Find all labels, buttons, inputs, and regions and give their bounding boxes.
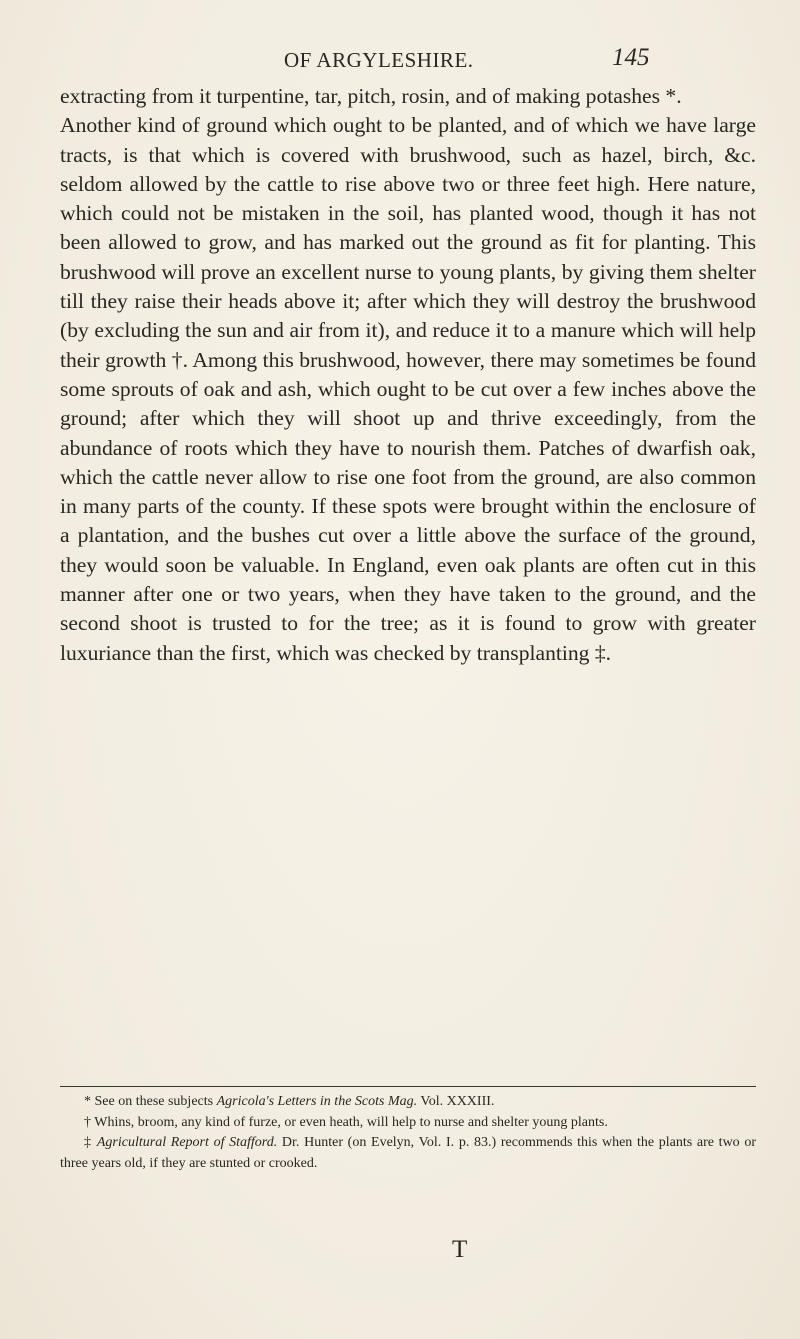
body-text xyxy=(60,82,756,668)
footnote-3-mark: ‡ xyxy=(84,1135,97,1150)
footnote-3-source: Agricultural Report of Stafford. xyxy=(96,1135,278,1150)
footnotes xyxy=(60,1092,756,1174)
paragraph-continuation: extracting from it turpentine, tar, pitch, rosin, and of making potashes *. xyxy=(60,84,682,108)
footnote-2: † Whins, broom, any kind of furze, or even heath, will help to nurse and shelter young plants. xyxy=(84,1114,608,1130)
footnote-1-text: * See on these subjects xyxy=(84,1094,217,1109)
footnote-1-volume: Vol. XXXIII. xyxy=(417,1094,495,1109)
footnote-rule xyxy=(60,1086,756,1087)
footnote-3 xyxy=(60,1133,756,1174)
footnote-1-source: Agricola's Letters in the Scots Mag. xyxy=(216,1094,418,1109)
footnote-3-text: Dr. Hunter (on Evelyn, Vol. I. p. 83.) recommends this when the plants are two or three years old, if they are stunted or crooked. xyxy=(60,1135,757,1171)
footnote-1 xyxy=(60,1092,756,1113)
paragraph-brushwood: Another kind of ground which ought to be planted, and of which we have large tracts, is that which is covered with brushwood, such as hazel, birch, &c. seldom allowed by the cattle to rise above two or three feet high. Here nature, which could not be mistaken in the soil, has planted wood, though it has not been allowed to grow, and has marked out the ground as fit for planting. This brushwood will prove an excellent nurse to young plants, by giving them shelter till they raise their heads above it; after which they will destroy the brushwood (by excluding the sun and air from it), and reduce it to a manure which will help their growth †. Among this brushwood, however, there may sometimes be found some sprouts of oak and ash, which ought to be cut over a few inches above the ground; after which they will shoot up and thrive exceedingly, from the abundance of roots which they have to nourish them. Patches of dwarfish oak, which the cattle never allow to rise one foot from the ground, are also common in many parts of the county. If these spots were brought within the enclosure of a plantation, and the bushes cut over a little above the surface of the ground, they would soon be valuable. In England, even oak plants are often cut in this manner after one or two years, when they have taken to the ground, and the second shoot is trusted to for the tree; as it is found to grow with greater luxuriance than the first, which was checked by transplanting ‡. xyxy=(60,113,756,665)
signature-mark: T xyxy=(452,1236,468,1263)
page-number: 145 xyxy=(612,44,650,71)
running-head: OF ARGYLESHIRE. xyxy=(284,48,474,72)
